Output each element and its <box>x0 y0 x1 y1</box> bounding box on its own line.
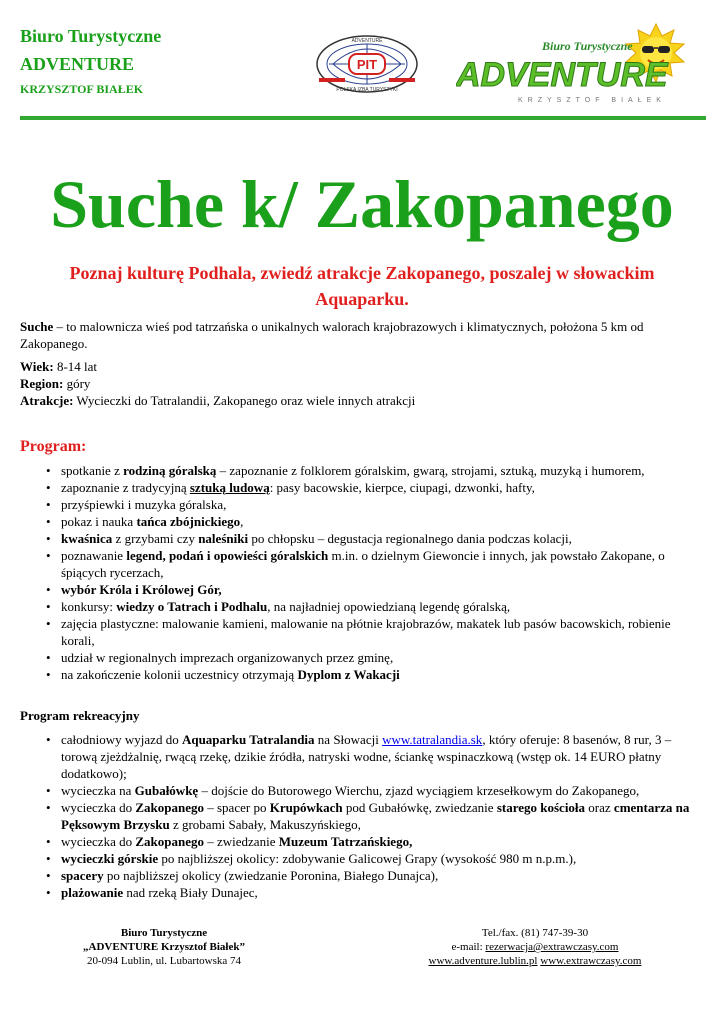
adventure-brand-logo <box>456 18 694 108</box>
list-item: • wybór Króla i Królowej Gór, <box>46 582 222 597</box>
footer-address: Biuro Turystyczne „ADVENTURE Krzysztof Białek” 20-094 Lublin, ul. Lubartowska 74 <box>83 927 245 967</box>
svg-text:POLSKA IZBA TURYSTYKI: POLSKA IZBA TURYSTYKI <box>336 87 398 93</box>
list-item: • plażowanie nad rzeką Biały Dunajec, <box>46 885 258 900</box>
list-item: • wycieczka do Zakopanego – zwiedzanie Muzeum Tatrzańskiego, <box>46 834 413 849</box>
pit-logo <box>313 34 421 94</box>
program-list <box>20 462 680 683</box>
list-item: • wycieczka do Zakopanego – spacer po Krupówkach pod Gubałówkę, zwiedzanie starego kościoła oraz cmentarza na Pęksowym Brzysku z grobami Sabały, Makuszyńskiego, <box>46 800 690 832</box>
svg-text:ADVENTURE: ADVENTURE <box>351 38 383 44</box>
svg-text:KRZYSZTOF BIAŁEK: KRZYSZTOF BIAŁEK <box>518 97 666 104</box>
list-item: • pokaz i nauka tańca zbójnickiego, <box>46 514 244 529</box>
attractions-row: Atrakcje: Wycieczki do Tatralandii, Zakopanego oraz wiele innych atrakcji <box>20 393 416 408</box>
info-block <box>20 358 706 409</box>
list-item: • zapoznanie z tradycyjną sztuką ludową: pasy bacowskie, kierpce, ciupagi, dzwonki, hafty, <box>46 480 535 495</box>
list-item: • całodniowy wyjazd do Aquaparku Tatralandia na Słowacji www.tatralandia.sk, który oferuje: 8 basenów, 8 rur, 3 – torową zjeżdżalnię, rwącą rzekę, dzikie źródła, natryski wodne, ściankę wspinaczkową (wstęp ok. 14 EURO płatny dodatkowo); <box>46 732 672 781</box>
age-row: Wiek: 8-14 lat <box>20 359 98 374</box>
svg-text:ADVENTURE: ADVENTURE <box>456 56 668 94</box>
pit-logo-text: PIT <box>356 57 378 72</box>
recreation-list <box>20 731 710 901</box>
list-item: • spacery po najbliższej okolicy (zwiedzanie Poronina, Białego Dunajca), <box>46 868 439 883</box>
website-link-adventure[interactable]: www.adventure.lublin.pl <box>428 955 538 967</box>
list-item: • udział w regionalnych imprezach organizowanych przez gminę, <box>46 650 394 665</box>
email-link[interactable]: rezerwacja@extrawczasy.com <box>485 941 619 953</box>
list-item: • poznawanie legend, podań i opowieści góralskich m.in. o dzielnym Giewoncie i innych, jak powstało Zakopane, o śpiących rycerzach, <box>46 548 665 580</box>
recreation-heading: Program rekreacyjny <box>20 708 140 723</box>
list-item: • wycieczka na Gubałówkę – dojście do Butorowego Wierchu, zjazd wyciągiem krzesełkowym do Zakopanego, <box>46 783 640 798</box>
page-title: Suche k/ Zakopanego <box>50 166 674 242</box>
agency-name-line2: ADVENTURE <box>20 54 135 74</box>
list-item: • wycieczki górskie po najbliższej okolicy: zdobywanie Galicowej Grapy (wysokość 980 m n.p.m.), <box>46 851 577 866</box>
header-divider <box>20 116 706 120</box>
region-row: Region: góry <box>20 376 91 391</box>
list-item: • kwaśnica z grzybami czy naleśniki po chłopsku – degustacja regionalnego dania podczas kolacji, <box>46 531 572 546</box>
svg-text:Biuro Turystyczne: Biuro Turystyczne <box>542 39 633 53</box>
list-item: • konkursy: wiedzy o Tatrach i Podhalu, na najładniej opowiedzianą legendę góralską, <box>46 599 511 614</box>
intro-paragraph: Suche – to malownicza wieś pod tatrzańska o unikalnych walorach krajobrazowych i klimatycznych, położona 5 km od Zakopanego. <box>20 319 644 351</box>
list-item: • na zakończenie kolonii uczestnicy otrzymają Dyplom z Wakacji <box>46 667 400 682</box>
website-link-extrawczasy[interactable]: www.extrawczasy.com <box>540 955 642 967</box>
list-item: • przyśpiewki i muzyka góralska, <box>46 497 227 512</box>
footer-contact: Tel./fax. (81) 747-39-30 e-mail: rezerwacja@extrawczasy.com www.adventure.lublin.pl www.extrawczasy.com <box>428 927 642 967</box>
agency-name-line1: Biuro Turystyczne <box>20 26 162 46</box>
agency-owner: KRZYSZTOF BIAŁEK <box>20 82 144 96</box>
tatralandia-link[interactable]: www.tatralandia.sk <box>382 732 483 747</box>
page-subtitle: Poznaj kulturę Podhala, zwiedź atrakcje Zakopanego, poszalej w słowackim Aquaparku. <box>69 263 655 309</box>
list-item: • zajęcia plastyczne: malowanie kamieni, malowanie na płótnie krajobrazów, makatek lub pasów bacowskich, robienie korali, <box>46 616 671 648</box>
program-heading: Program: <box>20 438 87 455</box>
list-item: • spotkanie z rodziną góralską – zapoznanie z folklorem góralskim, gwarą, strojami, sztuką, muzyką i humorem, <box>46 463 645 478</box>
